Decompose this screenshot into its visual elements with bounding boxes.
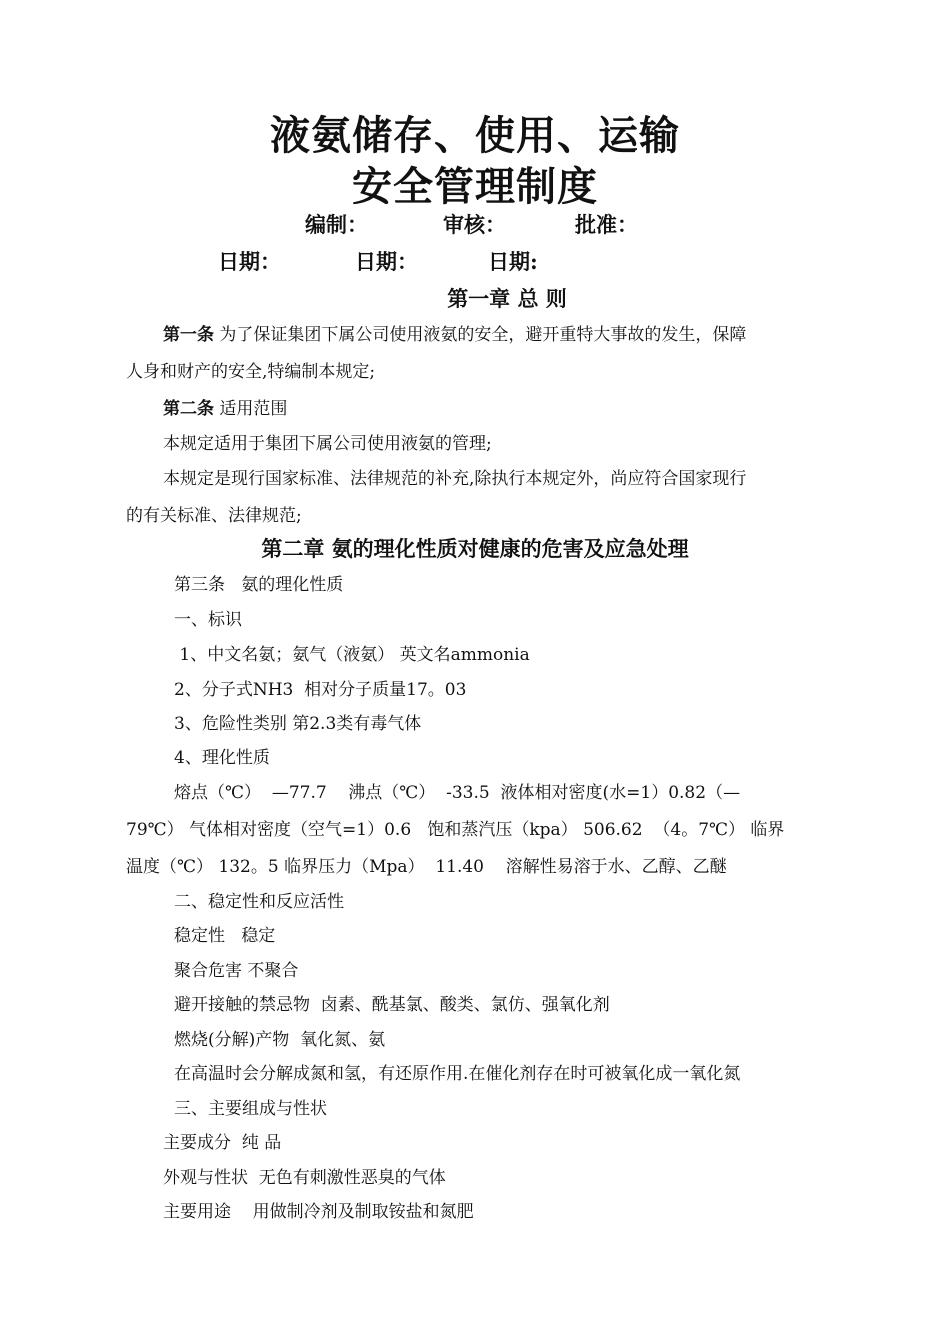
scope-line2: 本规定是现行国家标准、法律规范的补充,除执行本规定外，尚应符合国家现行 [163, 469, 747, 489]
article1-label: 第一条 [163, 325, 214, 345]
article2-line [163, 396, 287, 422]
article2-text: 适用范围 [214, 399, 288, 419]
date-label-2: 日期： [355, 249, 418, 274]
document-title-line2: 安全管理制度 [352, 163, 598, 210]
article3-line: 第三条 氨的理化性质 [174, 575, 344, 595]
date-label-3: 日期: [488, 249, 538, 274]
polymerization-line: 聚合危害 不聚合 [174, 961, 299, 981]
item1-line: 1、中文名氨；氨气（液氨） 英文名ammonia [174, 645, 530, 665]
section2-heading: 二、稳定性和反应活性 [174, 892, 344, 912]
article2-label: 第二条 [163, 399, 214, 419]
article1-text: 为了保证集团下属公司使用液氨的安全，避开重特大事故的发生，保障 [214, 325, 747, 345]
decomposition-line: 在高温时会分解成氮和氢，有还原作用.在催化剂存在时可被氧化成一氧化氮 [174, 1064, 741, 1084]
incompatible-line: 避开接触的禁忌物 卤素、酰基氯、酸类、氯仿、强氧化剂 [174, 995, 610, 1015]
item4-line: 4、理化性质 [174, 748, 270, 768]
stability-line: 稳定性 稳定 [174, 926, 276, 946]
scope-line3: 的有关标准、法律规范; [126, 506, 302, 526]
props-line3: 温度（℃） 132。5 临界压力（Mpa） 11.40 溶解性易溶于水、乙醇、乙醚 [126, 857, 727, 877]
article1-line1 [163, 322, 746, 348]
props-line2: 79℃） 气体相对密度（空气=1）0.6 饱和蒸汽压（kpa） 506.62 （4。7℃） 临界 [126, 820, 785, 840]
review-label: 审核： [443, 212, 506, 237]
compile-label: 编制： [305, 212, 368, 237]
chapter1-heading: 第一章 总 则 [447, 286, 567, 311]
date-label-1: 日期： [218, 249, 281, 274]
appearance-line: 外观与性状 无色有刺激性恶臭的气体 [163, 1168, 446, 1188]
chapter2-heading: 第二章 氨的理化性质对健康的危害及应急处理 [261, 536, 689, 561]
item3-line: 3、危险性类别 第2.3类有毒气体 [174, 714, 422, 734]
article1-line2: 人身和财产的安全,特编制本规定; [126, 362, 376, 382]
scope-line1: 本规定适用于集团下属公司使用液氨的管理; [163, 434, 492, 454]
section3-heading: 三、主要组成与性状 [174, 1099, 327, 1119]
section1-heading: 一、标识 [174, 610, 242, 630]
item2-line: 2、分子式NH3 相对分子质量17。03 [174, 680, 467, 700]
props-line1: 熔点（℃） —77.7 沸点（℃） -33.5 液体相对密度(水=1）0.82（— [174, 783, 741, 803]
document-title-line1: 液氨储存、使用、运输 [270, 112, 680, 159]
composition-line: 主要成分 纯 品 [163, 1133, 282, 1153]
combustion-line: 燃烧(分解)产物 氧化氮、氨 [174, 1030, 386, 1050]
usage-line: 主要用途 用做制冷剂及制取铵盐和氮肥 [163, 1202, 474, 1222]
approve-label: 批准： [575, 212, 638, 237]
